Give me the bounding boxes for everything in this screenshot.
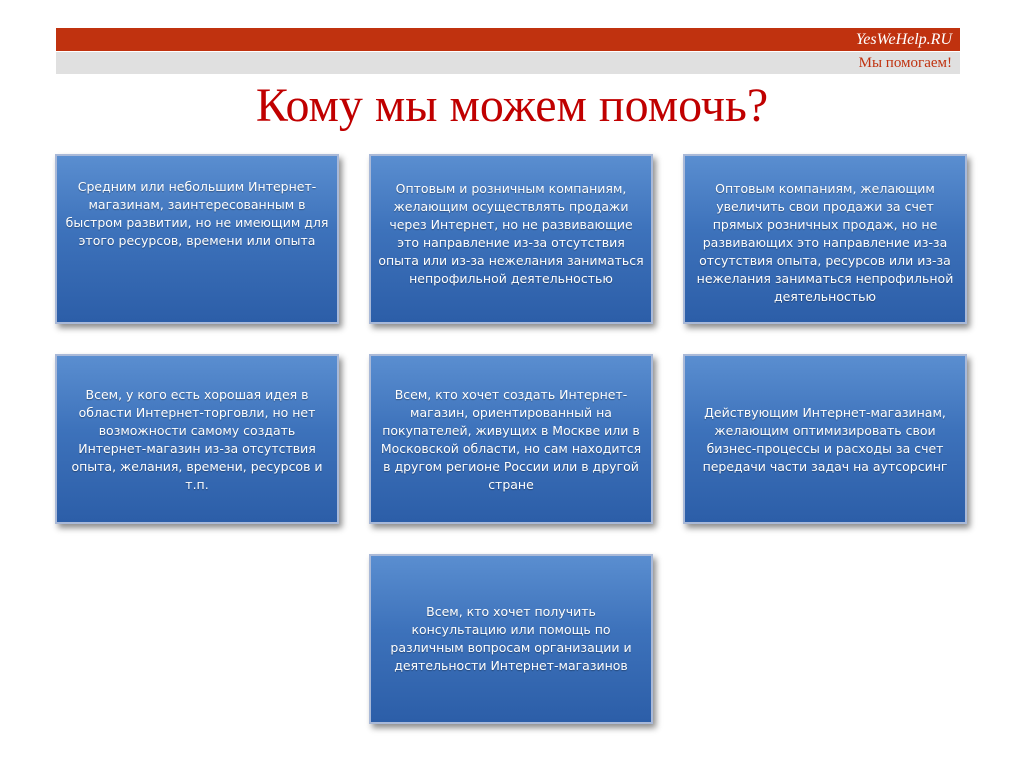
audience-card-moscow-market [369,354,653,524]
audience-card-wholesale-retail [369,154,653,324]
audience-card-wholesale [683,154,967,324]
brand-label: YesWeHelp.RU [855,31,952,48]
header-bar [56,28,960,51]
card-text: Всем, кто хочет получить консультацию или помощь по различным вопросам организации и деятельности Интернет-магазинов [390,604,632,673]
audience-card-small-shops [55,154,339,324]
card-text: Действующим Интернет-магазинам, желающим оптимизировать свои бизнес-процессы и расходы за счет передачи части задач на аутсорсинг [702,405,948,474]
card-text: Средним или небольшим Интернет-магазинам, заинтересованным в быстром развитии, но не имеющим для этого ресурсов, времени или опыта [65,179,329,248]
slogan-label: Мы помогаем! [858,55,952,71]
audience-card-existing-shops [683,354,967,524]
audience-card-consulting [369,554,653,724]
page-title: Кому мы можем помочь? [255,79,769,132]
slogan-bar [56,52,960,74]
card-text: Всем, кто хочет создать Интернет-магазин, ориентированный на покупателей, живущих в Москве или в Московской области, но сам находится в другом регионе России или в другой стране [380,387,642,492]
card-text: Оптовым и розничным компаниям, желающим осуществлять продажи через Интернет, но не развивающие это направление из-за отсутствия опыта или из-за нежелания заниматься непрофильной деятельностью [378,181,644,286]
card-text: Всем, у кого есть хорошая идея в области Интернет-торговли, но нет возможности самому создать Интернет-магазин из-за отсутствия опыта, желания, времени, ресурсов и т.п. [71,387,323,492]
audience-card-ideas [55,354,339,524]
card-text: Оптовым компаниям, желающим увеличить свои продажи за счет прямых розничных продаж, но не развивающих это направление из-за отсутствия опыта, ресурсов или из-за нежелания заниматься непрофильной деятельностью [696,181,954,304]
